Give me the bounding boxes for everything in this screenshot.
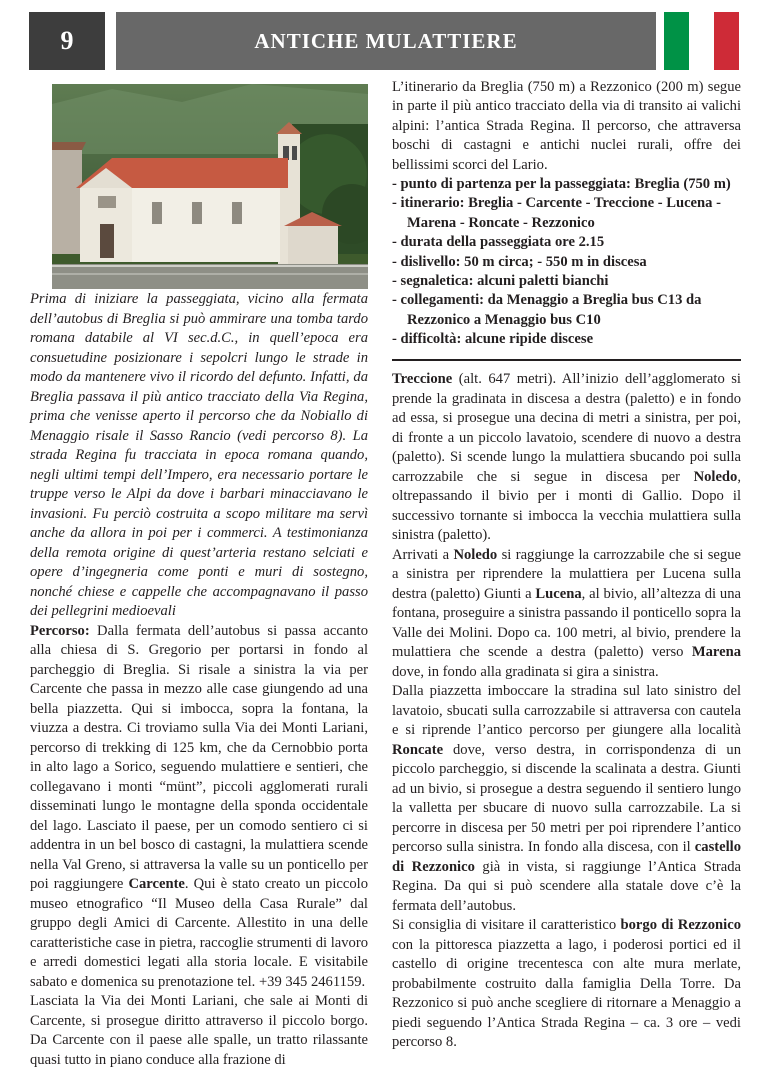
page-title: ANTICHE MULATTIERE: [116, 12, 656, 70]
flag-red-stripe: [714, 12, 739, 70]
italian-flag-icon: [664, 12, 739, 70]
info-item: - dislivello: 50 m circa; - 550 m in discesa: [392, 253, 647, 270]
roman-tomb-note: Prima di iniziare la passeggiata, vicino alla fermata dell’autobus di Breglia si può ammirare una tomba tardo romana databile al VI sec.d.C., in quell’epoca era consuetudine posizionare i sepolcri lungo le strade in modo da mantenere vivo il ricordo del defunto. Infatti, da Breglia passava il più antico tracciato della Via Regina, prima che venisse aperto il percorso che da Nobiallo di Menaggio risale il Sasso Rancio (vedi percorso 8). La strada Regina fu tracciata in epoca romana quando, negli ultimi tempi dell’Impero, era necessario portare le truppe verso le Alpi da dove i barbari minacciavano le invasioni. Fu perciò costruita a scopo militare ma servì anche da allora in poi per i commerci. A testimonianza della remota origine di quest’arteria restano selciati e opere d’ingegneria come ponti e muri di sostegno, nonché chiese e cappelle che accompagnavano il passo dei pellegrini medioevali: [30, 291, 368, 619]
info-item: - difficoltà: alcune ripide discese: [392, 331, 594, 348]
route-paragraph: [30, 622, 368, 993]
text: Si consiglia di visitare il caratteristico: [392, 917, 621, 933]
info-item: - collegamenti: da Menaggio a Breglia bus C13 da Rezzonico a Menaggio bus C10: [392, 292, 702, 328]
route-text-b: . Qui è stato creato un piccolo museo etnografico “Il Museo della Casa Rurale” dal gruppo degli Amici di Carcente. Allestito in una delle caratteristiche case in pietra, raccoglie strumenti di lavoro e arredi domestici legati alla storia locale. E visitabile sabato e domenica su prenotazione tel. +39 345 2461159.: [30, 876, 368, 990]
place-treccione: Treccione: [392, 371, 453, 387]
noledo-paragraph: [392, 546, 741, 683]
page-number: 9: [29, 12, 105, 70]
place-roncate: Roncate: [392, 741, 444, 758]
left-column: [30, 290, 368, 1070]
place-borgo: borgo di Rezzonico: [620, 917, 741, 933]
flag-white-stripe: [689, 12, 714, 70]
right-column: [392, 370, 741, 1053]
info-item: - segnaletica: alcuni paletti bianchi: [392, 273, 609, 290]
intro-block: [392, 78, 741, 350]
text: dove, in fondo alla gradinata si gira a sinistra.: [392, 663, 659, 680]
divider: [392, 359, 741, 361]
church-illustration: [52, 84, 368, 289]
text: , oltrepassando il bivio per i monti di Gallio. Dopo il successivo tornante si imbocca la vecchia mulattiera sulla sinistra (paletto).: [392, 468, 741, 543]
percorso-label: Percorso:: [30, 622, 90, 639]
place-marena: Marena: [691, 644, 741, 660]
text: dove, verso destra, in corrispondenza di un piccolo parcheggio, si discende la scalinata a destra. Giunti ad un bivio, si prosegue a destra seguendo il sentiero lungo la valletta per sbucare di nuovo sulla carrozzabile. La si percorre in discesa per 50 metri per poi riprendere l’antico percorso sulla sinistra. In fondo alla discesa, con il: [392, 741, 741, 855]
rezzonico-paragraph: [392, 916, 741, 1053]
flag-green-stripe: [664, 12, 689, 70]
text: con la pittoresca piazzetta a lago, i poderosi portici ed il castello di origine trecentesca con alte mura merlate, probabilmente costruito dalla famiglia Della Torre. Da Rezzonico si può anche scegliere di ritornare a Menaggio a piedi seguendo l’Antica Strada Regina – ca. 3 ore – vedi percorso 8.: [392, 936, 741, 1050]
info-item: - itinerario: Breglia - Carcente - Treccione - Lucena - Marena - Roncate - Rezzonico: [392, 195, 721, 231]
route-paragraph-2: Lasciata la Via dei Monti Lariani, che sale ai Monti di Carcente, si prosegue diritto attraverso il piccolo borgo. Da Carcente con il paese alle spalle, un tratto rilassante quasi tutto in piano conduce alla frazione di: [30, 993, 368, 1068]
info-list: [392, 175, 741, 350]
text: , al bivio, all’altezza di una fontana, proseguire a sinistra passando il ponticello sopra la Valle dei Molini. Dopo ca. 100 metri, al bivio, prendere la mulattiera che scende a destra (paletto) verso: [392, 585, 741, 660]
place-noledo: Noledo: [693, 468, 738, 485]
info-item: - durata della passeggiata ore 2.15: [392, 234, 605, 251]
treccione-paragraph: [392, 370, 741, 546]
place-noledo: Noledo: [453, 546, 498, 563]
roncate-paragraph: [392, 682, 741, 916]
route-text-a: Dalla fermata dell’autobus si passa accanto alla chiesa di S. Gregorio per portarsi in fondo al parcheggio di Breglia. Si risale a sinistra la via per Carcente che passa in mezzo alle case giungendo ad una bella piazzetta. Qui si imbocca, sopra la fontana, la viuzza a destra. Ci troviamo sulla Via dei Monti Lariani, percorso di trekking di 125 km, che da Cernobbio porta in alto lago a Sorico, seguendo mulattiere e sentieri, che collegavano i monti “münt”, piccoli agglomerati rurali disseminati lungo le montagne della sponda occidentale del lago. Lasciato il paese, per un comodo sentiero ci si addentra in un bel bosco di castagni, la mulattiera scende nella Val Greno, si attraversa la valle su un ponticello per poi raggiungere: [30, 622, 368, 892]
place-castello: castello di Rezzonico: [392, 839, 741, 875]
text: Arrivati a: [392, 546, 454, 563]
text: si raggiunge la carrozzabile che si segue a sinistra per riprendere la mulattiera per Lucena sulla destra (paletto) Giunti a: [392, 546, 741, 602]
place-carcente: Carcente: [128, 876, 185, 892]
info-item: - punto di partenza per la passeggiata: Breglia (750 m): [392, 176, 731, 193]
church-photo: [52, 84, 368, 289]
intro-text: L’itinerario da Breglia (750 m) a Rezzonico (200 m) segue in parte il più antico tracciato della via di transito ai valichi alpini: l’antica Strada Regina. Il percorso, che attraversa boschi di castagni e antichi nuclei rurali, offre dei bellissimi scorci del Lario.: [392, 79, 741, 173]
place-lucena: Lucena: [535, 585, 582, 602]
text: (alt. 647 metri). All’inizio dell’agglomerato si prende la gradinata in discesa a destra (paletto) e in fondo ad essa, si prosegue una decina di metri a sinistra, per poi, di fronte a un piccolo lavatoio, scendere di nuovo a destra (paletto). Si scende lungo la mulattiera sbucando poi sulla carrozzabile che si segue in discesa per: [392, 371, 741, 485]
text: Dalla piazzetta imboccare la stradina sul lato sinistro del lavatoio, sbucati sulla carrozzabile si attraversa con cautela e si riprende l’antico percorso per giungere alla località: [392, 683, 741, 738]
text: già in vista, si raggiunge l’Antica Strada Regina. Da qui si può scendere alla statale dove c’è la fermata dell’autobus.: [392, 858, 741, 914]
